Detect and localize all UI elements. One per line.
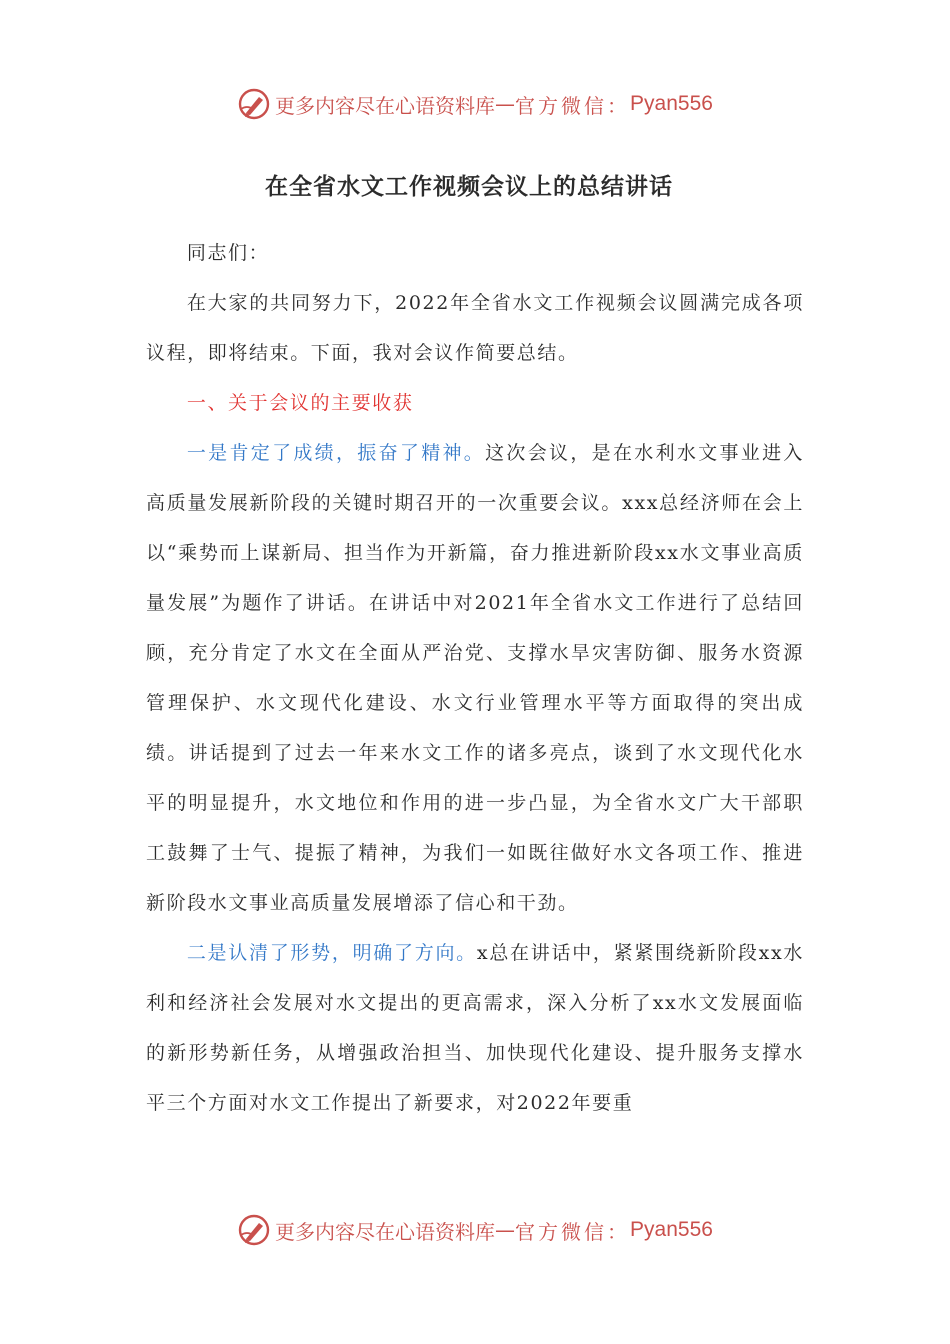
intro-paragraph: 在大家的共同努力下，2022年全省水文工作视频会议圆满完成各项议程，即将结束。下面，我对会议作简要总结。 (146, 292, 804, 364)
footer-banner[interactable] (0, 1210, 950, 1250)
banner-separator: — (495, 1218, 516, 1242)
section-heading: 一、关于会议的主要收获 (186, 392, 414, 414)
banner-wechat-label: 官方微信： (515, 93, 631, 118)
pen-logo-icon (237, 87, 271, 121)
point-2-lead: 二是认清了形势，明确了方向。 (186, 942, 477, 964)
pen-logo-icon (237, 1213, 271, 1247)
banner-separator: — (495, 92, 516, 116)
salutation: 同志们： (186, 242, 270, 264)
point-1-paragraph (146, 428, 804, 928)
banner-wechat-id: Pyan556 (630, 1218, 713, 1241)
banner-wechat-label: 官方微信： (515, 1219, 631, 1244)
banner-text: 更多内容尽在心语资料库 (275, 93, 496, 118)
point-1-lead: 一是肯定了成绩，振奋了精神。 (186, 442, 486, 464)
banner-text: 更多内容尽在心语资料库 (275, 1219, 496, 1244)
point-2-paragraph (146, 928, 804, 1128)
document-body (146, 228, 804, 1128)
point-1-text: 这次会议，是在水利水文事业进入高质量发展新阶段的关键时期召开的一次重要会议。xxx总经济师在会上以“乘势而上谋新局、担当作为开新篇，奋力推进新阶段xx水文事业高质量发展”为题作了讲话。在讲话中对2021年全省水文工作进行了总结回顾，充分肯定了水文在全面从严治党、支撑水旱灾害防御、服务水资源管理保护、水文现代化建设、水文行业管理水平等方面取得的突出成绩。讲话提到了过去一年来水文工作的诸多亮点，谈到了水文现代化水平的明显提升，水文地位和作用的进一步凸显，为全省水文广大干部职工鼓舞了士气、提振了精神，为我们一如既往做好水文各项工作、推进新阶段水文事业高质量发展增添了信心和干劲。 (146, 442, 804, 914)
point-2-text: x总在讲话中，紧紧围绕新阶段xx水利和经济社会发展对水文提出的更高需求，深入分析了xx水文发展面临的新形势新任务，从增强政治担当、加快现代化建设、提升服务支撑水平三个方面对水文工作提出了新要求，对2022年要重 (146, 942, 804, 1114)
header-banner[interactable] (0, 84, 950, 124)
banner-wechat-id: Pyan556 (630, 92, 713, 115)
document-title: 在全省水文工作视频会议上的总结讲话 (265, 174, 673, 200)
